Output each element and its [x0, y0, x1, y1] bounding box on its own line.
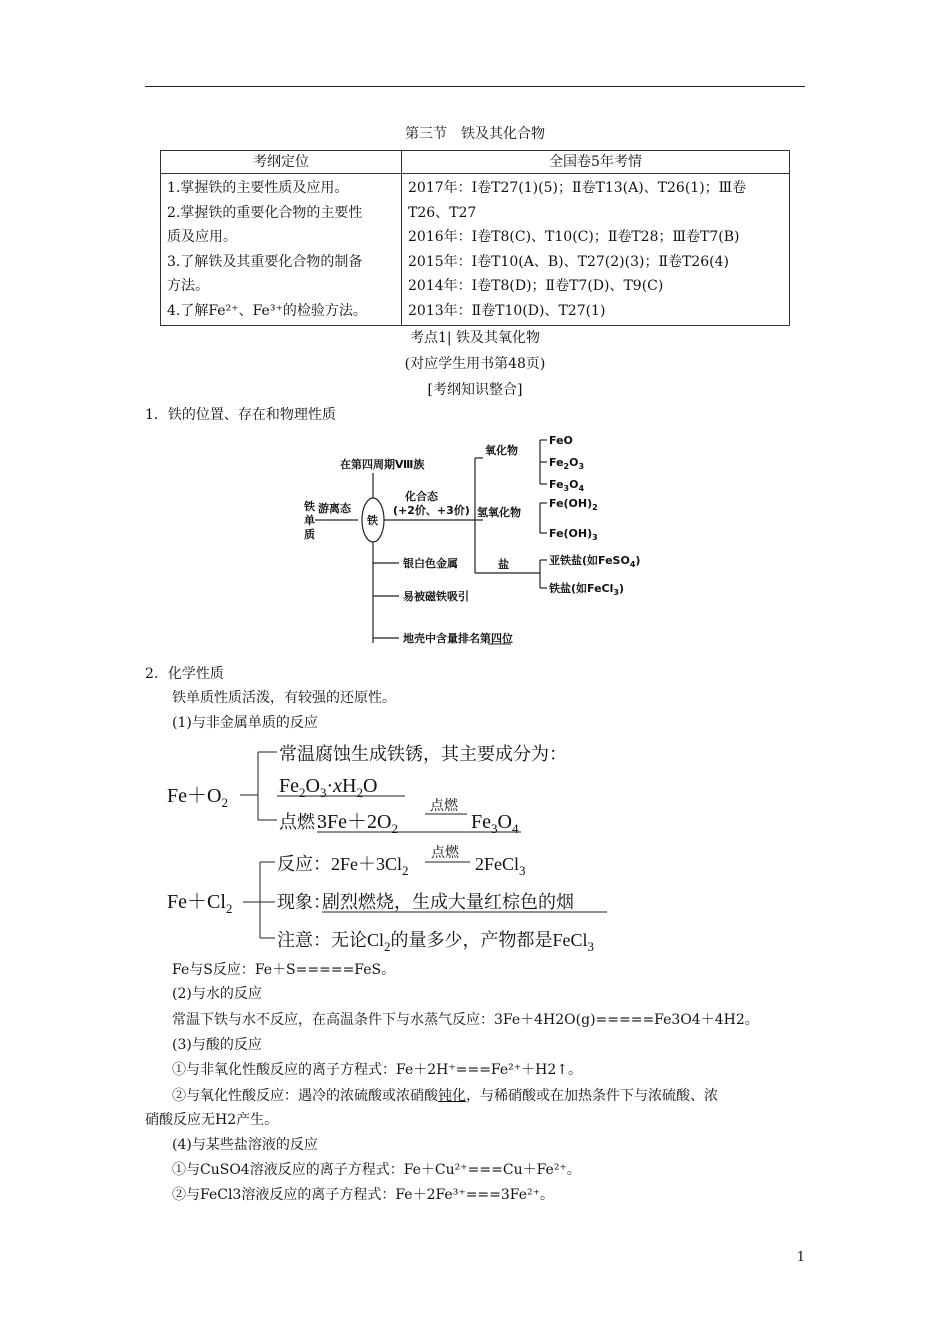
acid-reaction-2-cont: 硝酸反应无H2产生。 — [145, 1112, 279, 1128]
subheading-2: (2)与水的反应 — [172, 986, 262, 1002]
o2-line1: 常温腐蚀生成铁锈，其主要成分为： — [279, 744, 567, 764]
exam-line: 2013年：Ⅱ卷T10(D)、T27(1) — [408, 302, 606, 319]
acid2-part-b: ，与稀硝酸或在加热条件下与浓硫酸、浓 — [466, 1088, 718, 1104]
o2-line2: $Fe_2O_3\cdot xH_2O$ — [279, 775, 378, 800]
exam-line: T26、T27 — [408, 204, 477, 221]
heading-2: 2．化学性质 — [145, 666, 224, 682]
knowledge-heading: [考纲知识整合] — [427, 382, 523, 398]
diagram-hydroxide: 氢氧化物 — [477, 506, 521, 519]
cl2-line3: 注意：无论$Cl_2$的量多少，产物都是FeCl$_3$ — [277, 930, 595, 954]
subheading-1: (1)与非金属单质的反应 — [172, 715, 318, 731]
diagram-salt-item: 亚铁盐(如FeSO$_4$) — [549, 554, 641, 569]
salt-reaction-2: ②与FeCl3溶液反应的离子方程式：Fe＋2Fe³⁺===3Fe²⁺。 — [172, 1187, 555, 1203]
iron-concept-diagram — [295, 428, 655, 653]
fe-s-reaction: Fe与S反应：Fe＋S=====FeS。 — [172, 962, 396, 978]
diagram-label-elemental-3: 质 — [304, 528, 315, 541]
diagram-hydroxide-item: $Fe(OH)_2$ — [549, 497, 598, 512]
o2-left: $Fe+O_2$ — [167, 785, 228, 810]
kaodian-heading: 考点1| 铁及其氧化物 — [409, 330, 541, 346]
diagram-valence: (+2价、+3价) — [393, 504, 470, 517]
salt-reaction-1: ①与CuSO4溶液反应的离子方程式：Fe＋Cu²⁺===Cu＋Fe²⁺。 — [172, 1162, 581, 1178]
fe-o2-equation — [165, 738, 665, 833]
water-reaction: 常温下铁与水不反应，在高温条件下与水蒸气反应：3Fe＋4H2O(g)=====Fe3O4＋4H2。 — [172, 1012, 759, 1028]
header-rule — [145, 86, 805, 87]
diagram-label-elemental-2: 单 — [304, 514, 315, 527]
cl2-product: 2FeCl$_3$ — [475, 854, 526, 878]
outline-line: 3.了解铁及其重要化合物的制备 — [167, 253, 363, 270]
diagram-hydroxide-item: $Fe(OH)_3$ — [549, 527, 598, 542]
section-title: 第三节 铁及其化合物 — [405, 126, 545, 142]
exam-line: 2014年：Ⅰ卷T8(D)；Ⅱ卷T7(D)、T9(C) — [408, 278, 664, 294]
exam-line: 2017年：Ⅰ卷T27(1)(5)；Ⅱ卷T13(A)、T26(1)；Ⅲ卷 — [408, 180, 747, 196]
o2-condition: 点燃 — [430, 799, 458, 814]
exam-table — [160, 150, 790, 326]
table-cell-right — [402, 174, 790, 326]
acid2-part-a: ②与氧化性酸反应：遇冷的浓硫酸或浓硝酸 — [172, 1088, 438, 1104]
diagram-salt-item: 铁盐(如FeCl$_3$) — [549, 582, 625, 597]
diagram-combined: 化合态 — [405, 490, 438, 503]
outline-line: 4.了解Fe²⁺、Fe³⁺的检验方法。 — [167, 302, 367, 319]
outline-line: 1.掌握铁的主要性质及应用。 — [167, 180, 349, 196]
acid-reaction-2 — [172, 1086, 718, 1106]
intro-text: 铁单质性质活泼，有较强的还原性。 — [172, 690, 396, 706]
diagram-label-free: 游离态 — [318, 502, 351, 515]
cl2-left: $Fe+Cl_2$ — [167, 891, 233, 916]
diagram-prop: 易被磁铁吸引 — [403, 590, 469, 603]
diagram-label-elemental-1: 铁 — [304, 500, 315, 513]
diagram-salt: 盐 — [498, 558, 509, 571]
outline-line: 质及应用。 — [167, 229, 237, 245]
subheading-3: (3)与酸的反应 — [172, 1037, 262, 1053]
cl2-line1: 反应：$2Fe+3Cl_2$ — [277, 854, 409, 878]
diagram-oxide-item: $Fe_2O_3$ — [549, 456, 585, 471]
acid-reaction-1: ①与非氧化性酸反应的离子方程式：Fe＋2H⁺===Fe²⁺＋H2↑。 — [172, 1062, 583, 1078]
table-cell-left — [161, 174, 402, 326]
fe-cl2-equation — [165, 840, 665, 955]
o2-line3-reactants: $3Fe+2O_2$ — [317, 811, 398, 833]
exam-line: 2015年：Ⅰ卷T10(A、B)、T27(2)(3)；Ⅱ卷T26(4) — [408, 253, 729, 270]
subheading-4: (4)与某些盐溶液的反应 — [172, 1137, 318, 1153]
o2-line3-label: 点燃： — [279, 812, 333, 832]
cl2-condition: 点燃 — [431, 846, 459, 861]
diagram-center: 铁 — [367, 514, 378, 527]
table-header-right: 全国卷5年考情 — [402, 151, 790, 174]
diagram-period: 在第四周期Ⅷ族 — [340, 458, 425, 471]
outline-line: 2.掌握铁的重要化合物的主要性 — [167, 204, 363, 221]
o2-line3-product: $Fe_3O_4$ — [471, 811, 519, 833]
heading-1: 1．铁的位置、存在和物理性质 — [145, 407, 336, 423]
exam-line: 2016年：Ⅰ卷T8(C)、T10(C)；Ⅱ卷T28；Ⅲ卷T7(B) — [408, 229, 740, 245]
diagram-oxide: 氧化物 — [485, 444, 518, 457]
diagram-prop: 地壳中含量排名第四位 — [403, 632, 513, 645]
acid2-underlined: 钝化 — [438, 1088, 466, 1104]
diagram-oxide-item: FeO — [549, 434, 573, 447]
cl2-line2-text: 剧烈燃烧，生成大量红棕色的烟 — [322, 892, 574, 912]
table-header-left: 考纲定位 — [161, 151, 402, 174]
outline-line: 方法。 — [167, 278, 209, 294]
book-reference: (对应学生用书第48页) — [404, 356, 546, 372]
diagram-oxide-item: $Fe_3O_4$ — [549, 478, 585, 493]
page-number: 1 — [796, 1250, 805, 1265]
cl2-line2-label: 现象： — [277, 892, 331, 912]
diagram-prop: 银白色金属 — [403, 557, 458, 570]
